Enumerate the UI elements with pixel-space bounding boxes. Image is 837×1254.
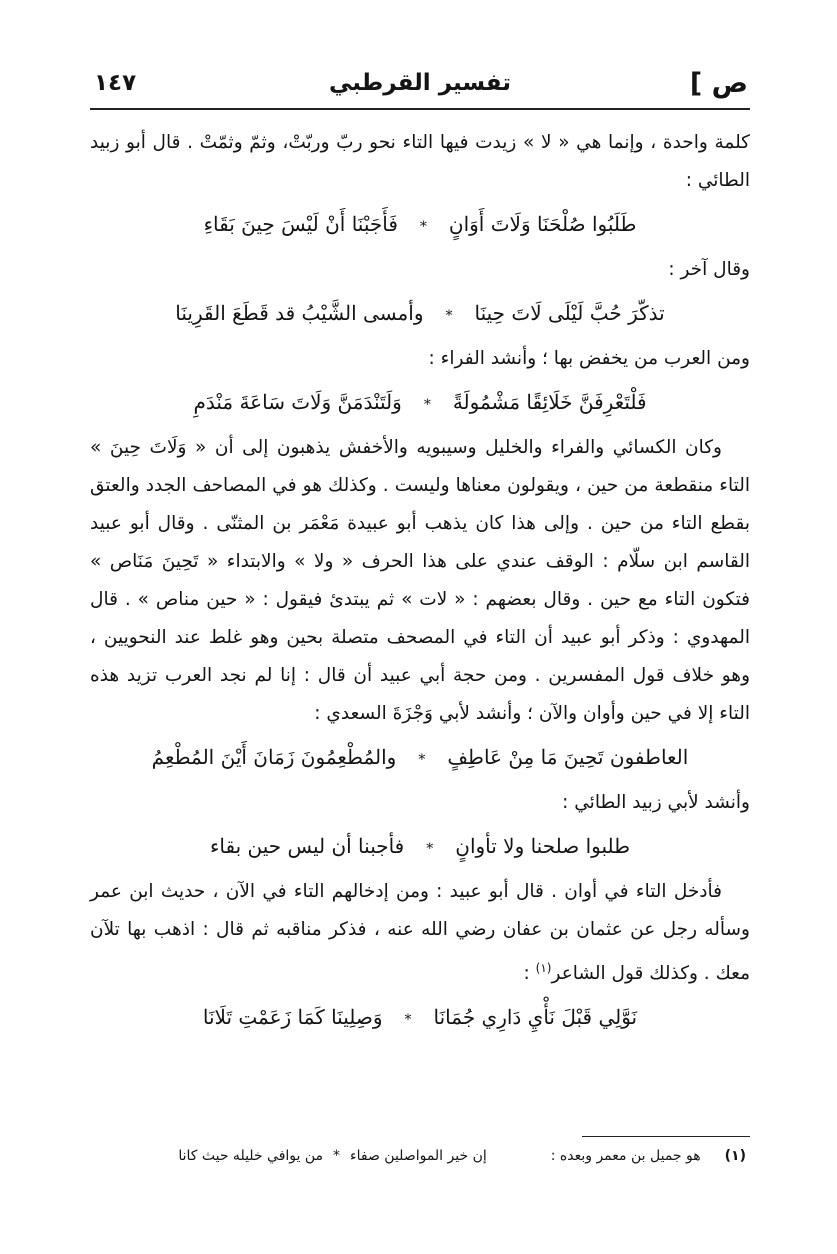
verse-separator: * (426, 841, 434, 857)
footnote (170, 1148, 746, 1164)
paragraph-2: وقال آخر : (668, 259, 750, 280)
poetry-verse-4 (90, 733, 750, 784)
paragraph-5: وأنشد لأبي زبيد الطائي : (562, 792, 750, 813)
verse-separator: * (445, 308, 453, 324)
footnote-divider (582, 1136, 750, 1137)
footnote-reference[interactable]: (١) (535, 961, 552, 975)
paragraph-6-text: فأدخل التاء في أوان . قال أبو عبيد : ومن إدخالهم التاء في الآن ، حديث ابن عمر وسأله رجل عن عثمان بن عفان رضي الله عنه ، فذكر مناقبه ثم قال : اذهب بها تلآن معك . وكذلك قول الشاعر (90, 881, 750, 985)
poetry-verse-3 (90, 378, 750, 429)
footnote-verse (178, 1148, 486, 1164)
book-page (90, 58, 750, 1238)
paragraph-3: ومن العرب من يخفض بها ؛ وأنشد الفراء : (428, 348, 750, 369)
verse-first-hemistich: العاطفون تَحِينَ مَا مِنْ عَاطِفٍ (447, 745, 689, 769)
footnote-verse-second: من يوافي خليله حيث كانا (178, 1148, 324, 1164)
page-number: ١٤٧ (94, 70, 137, 96)
paragraph-6-colon: : (523, 963, 536, 985)
page-header (90, 58, 750, 110)
verse-second-hemistich: وأمسى الشَّيْبُ قد قَطَعَ القَرِينَا (175, 301, 424, 325)
verse-first-hemistich: طَلَبُوا صُلْحَنَا وَلَاتَ أَوَانٍ (448, 212, 637, 236)
verse-first-hemistich: فَلْتَعْرِفَنَّ خَلَائِقًا مَشْمُولَةً (452, 390, 647, 414)
paragraph-1: كلمة واحدة ، وإنما هي « لا » زيدت فيها التاء نحو ربّ وربّتْ، وثمّ وثمّتْ . قال أبو زبيد الطائي : (90, 132, 750, 191)
verse-second-hemistich: وَصِلِينَا كَمَا زَعَمْتِ تَلَانَا (202, 1005, 383, 1030)
surah-name: ص (711, 68, 748, 99)
verse-second-hemistich: فأجبنا أن ليس حين بقاء (209, 834, 405, 858)
book-title: تفسير القرطبي (328, 70, 511, 96)
poetry-verse-1 (90, 200, 750, 251)
verse-separator: * (423, 397, 431, 413)
footnote-text: هو جميل بن معمر وبعده : (550, 1148, 701, 1164)
poetry-verse-5 (90, 822, 750, 873)
verse-first-hemistich: نَوَّلِي قَبْلَ نَأْيِ دَارِي جُمَانَا (433, 1005, 638, 1030)
verse-second-hemistich: وَلَتَنْدَمَنَّ وَلَاتَ سَاعَةَ مَنْدَمِ (193, 390, 402, 414)
verse-separator: * (418, 752, 426, 768)
verse-second-hemistich: فَأَجَبْنَا أَنْ لَيْسَ حِينَ بَقَاءِ (203, 212, 398, 236)
verse-separator: * (419, 219, 427, 235)
header-bracket: ] (689, 68, 703, 99)
paragraph-6 (90, 873, 750, 993)
verse-separator: * (404, 1012, 412, 1029)
page-content (90, 124, 750, 1044)
footnote-verse-separator: * (333, 1148, 341, 1164)
verse-second-hemistich: والمُطْعِمُونَ زَمَانَ أَيْنَ المُطْعِمُ (151, 745, 397, 769)
verse-first-hemistich: طلبوا صلحنا ولا تأوانٍ (455, 834, 631, 858)
verse-first-hemistich: تذكّرَ حُبَّ لَيْلَى لَاتَ حِينَا (474, 301, 665, 325)
footnote-number: (١) (724, 1148, 746, 1164)
poetry-verse-2 (90, 289, 750, 340)
poetry-verse-6 (90, 993, 750, 1044)
paragraph-4: وكان الكسائي والفراء والخليل وسيبويه والأخفش يذهبون إلى أن « وَلَاتَ حِينَ » التاء منقطعة من حين ، ويقولون معناها وليست . وكذلك هو في المصاحف الجدد والعتق بقطع التاء من حين . وإلى هذا كان يذهب أبو عبيدة مَعْمَر بن المثنّى . وقال أبو عبيد القاسم ابن سلّام : الوقف عندي على هذا الحرف « ولا » والابتداء « تَحِينَ مَنَاص » فتكون التاء مع حين . وقال بعضهم : « لات » ثم يبتدئ فيقول : « حين مناص » . قال المهدوي : وذكر أبو عبيد أن التاء في المصحف متصلة بحين وهو غلط عند النحويين ، وهو خلاف قول المفسرين . ومن حجة أبي عبيد أن قال : إنا لم نجد العرب تزيد هذه التاء إلا في حين وأوان والآن ؛ وأنشد لأبي وَجْزَةَ السعدي : (90, 437, 750, 724)
footnote-verse-first: إن خير المواصلين صفاء (350, 1148, 487, 1164)
